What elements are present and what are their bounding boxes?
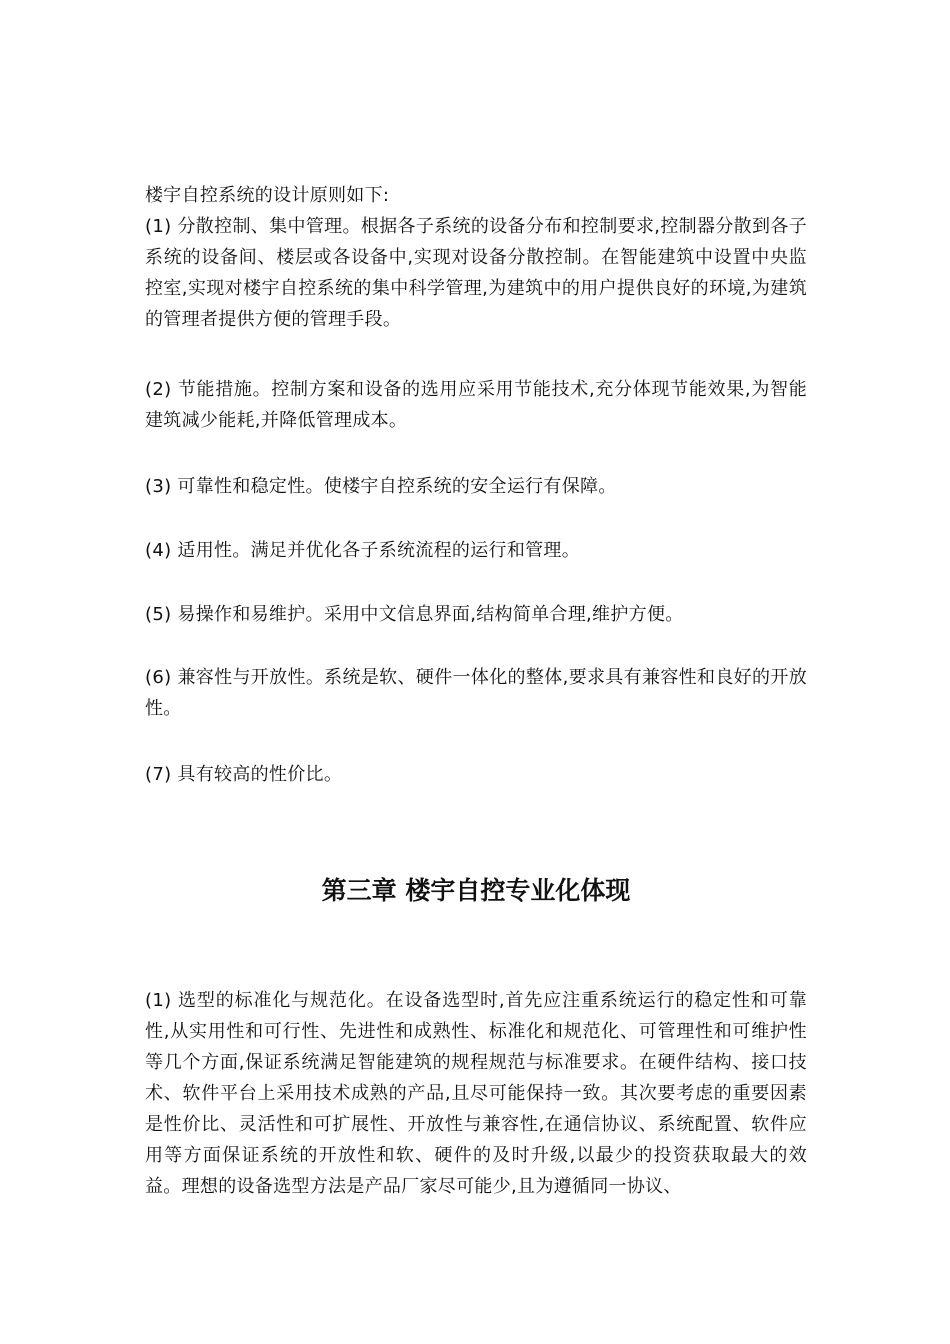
principle-3: (3) 可靠性和稳定性。使楼宇自控系统的安全运行有保障。 — [145, 476, 617, 497]
principle-5: (5) 易操作和易维护。采用中文信息界面,结构简单合理,维护方便。 — [145, 604, 684, 625]
principle-1: (1) 分散控制、集中管理。根据各子系统的设备分布和控制要求,控制器分散到各子系统的设备间、楼层或各设备中,实现对设备分散控制。在智能建筑中设置中央监控室,实现对楼宇自控系统的集中科学管理,为建筑中的用户提供良好的环境,为建筑的管理者提供方便的管理手段。 — [145, 216, 807, 330]
principle-6: (6) 兼容性与开放性。系统是软、硬件一体化的整体,要求具有兼容性和良好的开放性。 — [145, 667, 807, 719]
chapter-paragraph: (1) 选型的标准化与规范化。在设备选型时,首先应注重系统运行的稳定性和可靠性,从实用性和可行性、先进性和成熟性、标准化和规范化、可管理性和可维护性等几个方面,保证系统满足智能建筑的规程规范与标准要求。在硬件结构、接口技术、软件平台上采用技术成熟的产品,且尽可能保持一致。其次要考虑的重要因素是性价比、灵活性和可扩展性、开放性与兼容性,在通信协议、系统配置、软件应用等方面保证系统的开放性和软、硬件的及时升级,以最少的投资获取最大的效益。理想的设备选型方法是产品厂家尽可能少,且为遵循同一协议、 — [145, 990, 807, 1197]
principle-4: (4) 适用性。满足并优化各子系统流程的运行和管理。 — [145, 540, 581, 561]
intro-text: 楼宇自控系统的设计原则如下: — [145, 185, 390, 206]
principle-7: (7) 具有较高的性价比。 — [145, 764, 343, 785]
principle-2: (2) 节能措施。控制方案和设备的选用应采用节能技术,充分体现节能效果,为智能建筑减少能耗,并降低管理成本。 — [145, 379, 807, 431]
chapter-heading: 第三章 楼宇自控专业化体现 — [321, 876, 631, 905]
